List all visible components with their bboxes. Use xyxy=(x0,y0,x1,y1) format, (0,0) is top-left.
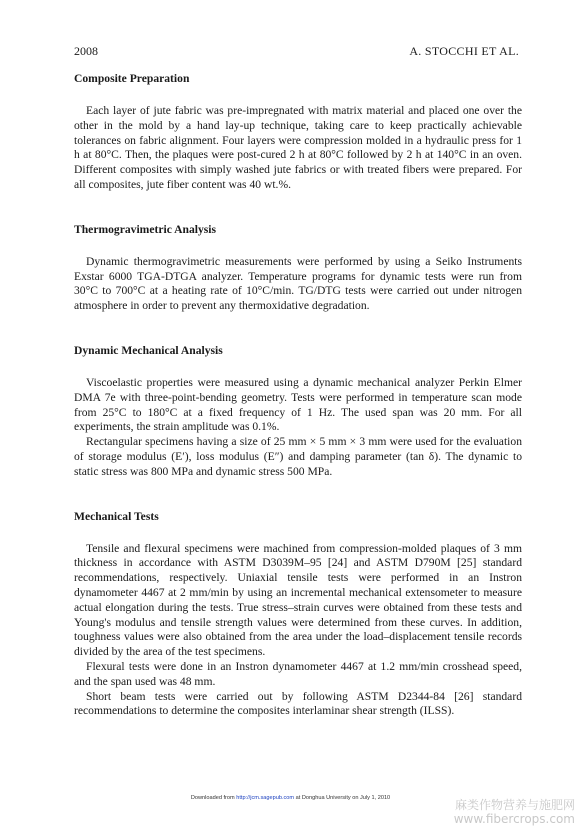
footer-suffix: at Donghua University on July 1, 2010 xyxy=(294,795,391,801)
section-heading: Dynamic Mechanical Analysis xyxy=(74,343,223,357)
section-mechanical-tests xyxy=(74,510,522,720)
watermark-chinese: 麻类作物营养与施肥网 xyxy=(454,798,575,812)
paragraph: Each layer of jute fabric was pre-impregnated with matrix material and placed one over the other in the mold by a hand lay-up technique, taking care to keep practically achievable tolerances on fabric alignment. Four layers were compression molded in a hydraulic press for 1 h at 80°C. Then, the plaques were post-cured 2 h at 80°C followed by 2 h at 140°C in an oven. Different composites with simply washed jute fabrics or with treated fibers were prepared. For all composites, jute fiber content was 40 wt.%. xyxy=(74,104,522,191)
watermark-url: www.fibercrops.com xyxy=(453,812,575,826)
section-thermogravimetric-analysis xyxy=(74,223,522,314)
section-heading: Thermogravimetric Analysis xyxy=(74,222,217,236)
section-composite-preparation xyxy=(74,72,522,193)
paragraph: Short beam tests were carried out by following ASTM D2344-84 [26] standard recommendations to determine the composites interlaminar shear strength (ILSS). xyxy=(74,689,522,718)
section-heading: Mechanical Tests xyxy=(74,509,159,523)
body-text xyxy=(74,72,522,749)
section-dynamic-mechanical-analysis xyxy=(74,344,522,480)
paragraph: Viscoelastic properties were measured using a dynamic mechanical analyzer Perkin Elmer DMA 7e with three-point-bending geometry. Tests were performed in temperature scan mode from 25°C to 180°C at a fixed frequency of 1 Hz. The used span was 20 mm. For all experiments, the strain amplitude was 0.1%. xyxy=(74,375,522,434)
paragraph: Rectangular specimens having a size of 25 mm × 5 mm × 3 mm were used for the evaluation of storage modulus (E′), loss modulus (E″) and damping parameter (tan δ). The dynamic to static stress was 800 MPa and dynamic stress 500 MPa. xyxy=(74,435,522,478)
page-number: 2008 xyxy=(74,44,98,58)
section-heading: Composite Preparation xyxy=(74,72,190,85)
site-watermark xyxy=(454,798,575,826)
footer-link[interactable]: http://jcm.sagepub.com xyxy=(236,795,295,801)
running-head xyxy=(74,44,519,60)
paragraph: Tensile and flexural specimens were machined from compression-molded plaques of 3 mm thickness in accordance with ASTM D3039M–95 [24] and ASTM D790M [25] standard recommendations, respectively. Uniaxial tensile tests were performed in an Instron dynamometer 4467 at 2 mm/min by using an incremental mechanical extensometer to measure actual elongation during the tests. True stress–strain curves were obtained from these tests and Young's modulus and tensile strength values were determined from these curves. In addition, toughness values were also obtained from the area under the load–displacement tensile records divided by the area of the test specimens. xyxy=(74,541,522,659)
footer-prefix: Downloaded from xyxy=(190,795,237,801)
paragraph: Dynamic thermogravimetric measurements were performed by using a Seiko Instruments Exstar 6000 TGA-DTGA analyzer. Temperature programs for dynamic tests were run from 30°C to 700°C at a heating rate of 10°C/min. TG/DTG tests were carried out under nitrogen atmosphere in order to prevent any thermoxidative degradation. xyxy=(74,254,522,313)
running-title: A. STOCCHI ET AL. xyxy=(409,44,519,58)
paragraph: Flexural tests were done in an Instron dynamometer 4467 at 1.2 mm/min crosshead speed, and the span used was 48 mm. xyxy=(74,659,522,688)
